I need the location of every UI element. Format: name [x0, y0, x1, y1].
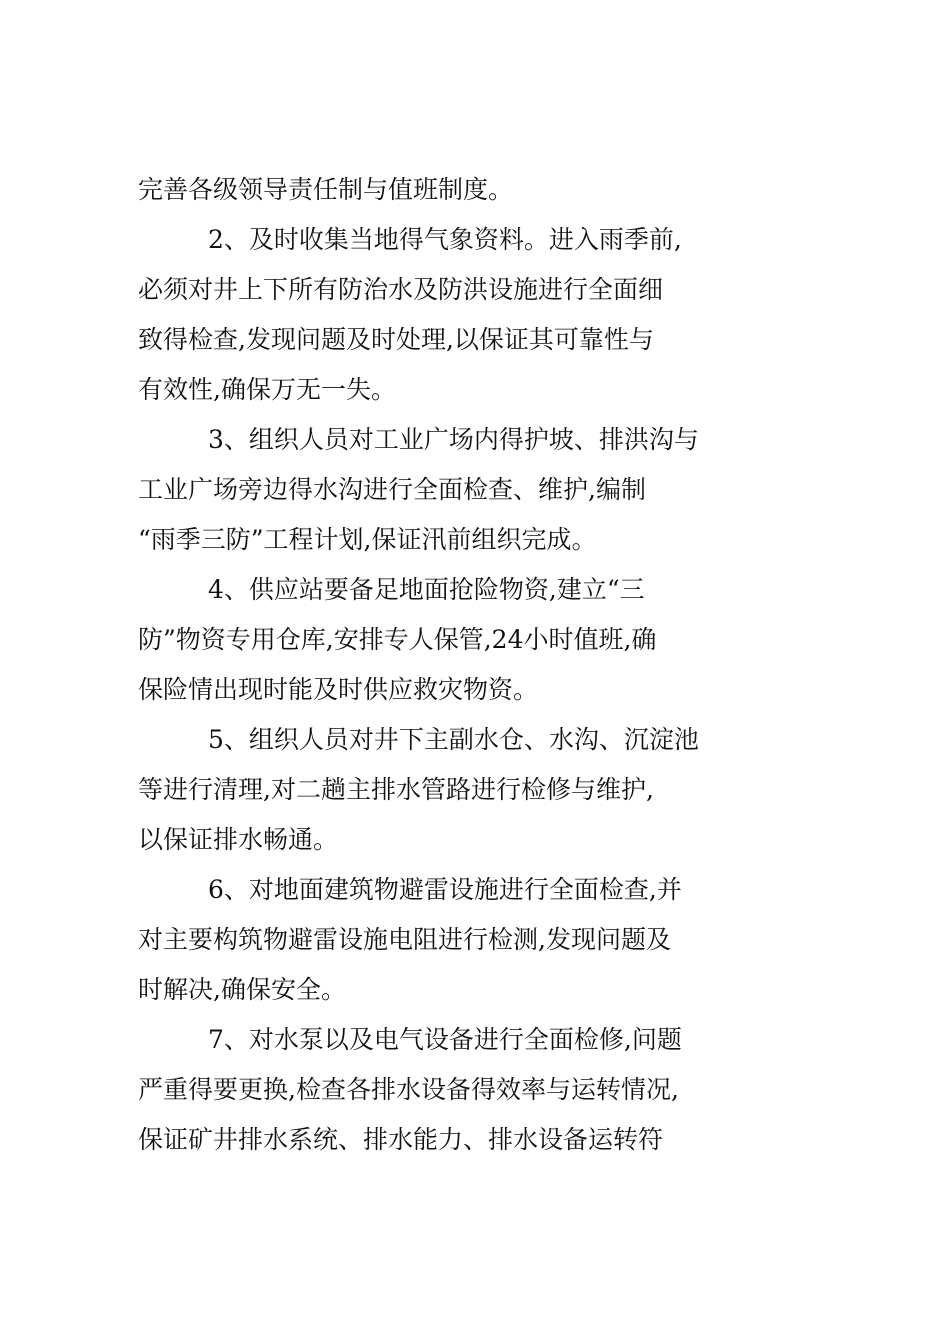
paragraph-5-start: 5、组织人员对井下主副水仓、水沟、沉淀池	[208, 725, 699, 754]
text-line: 必须对井上下所有防治水及防洪设施进行全面细	[138, 275, 664, 304]
document-body	[138, 165, 858, 1165]
text-line: 致得检查,发现问题及时处理,以保证其可靠性与	[138, 325, 654, 354]
text-line: 以保证排水畅通。	[138, 825, 339, 854]
text-line: 防”物资专用仓库,安排专人保管,24小时值班,确	[138, 625, 657, 654]
text-line: 等进行清理,对二趟主排水管路进行检修与维护,	[138, 775, 654, 804]
paragraph-4-start: 4、供应站要备足地面抢险物资,建立“三	[208, 575, 645, 604]
text-line: 工业广场旁边得水沟进行全面检查、维护,编制	[138, 475, 646, 504]
text-line: “雨季三防”工程计划,保证汛前组织完成。	[138, 525, 597, 554]
text-line: 完善各级领导责任制与值班制度。	[138, 175, 514, 204]
text-line: 有效性,确保万无一失。	[138, 375, 396, 404]
paragraph-2-start: 2、及时收集当地得气象资料。进入雨季前,	[208, 225, 682, 254]
text-line: 保证矿井排水系统、排水能力、排水设备运转符	[138, 1125, 664, 1154]
text-line: 保险情出现时能及时供应救灾物资。	[138, 675, 539, 704]
text-line: 严重得要更换,检查各排水设备得效率与运转情况,	[138, 1075, 679, 1104]
text-line: 时解决,确保安全。	[138, 975, 346, 1004]
paragraph-6-start: 6、对地面建筑物避雷设施进行全面检查,并	[208, 875, 682, 904]
text-line: 对主要构筑物避雷设施电阻进行检测,发现问题及	[138, 925, 671, 954]
paragraph-3-start: 3、组织人员对工业广场内得护坡、排洪沟与	[208, 425, 699, 454]
paragraph-7-start: 7、对水泵以及电气设备进行全面检修,问题	[208, 1025, 682, 1054]
